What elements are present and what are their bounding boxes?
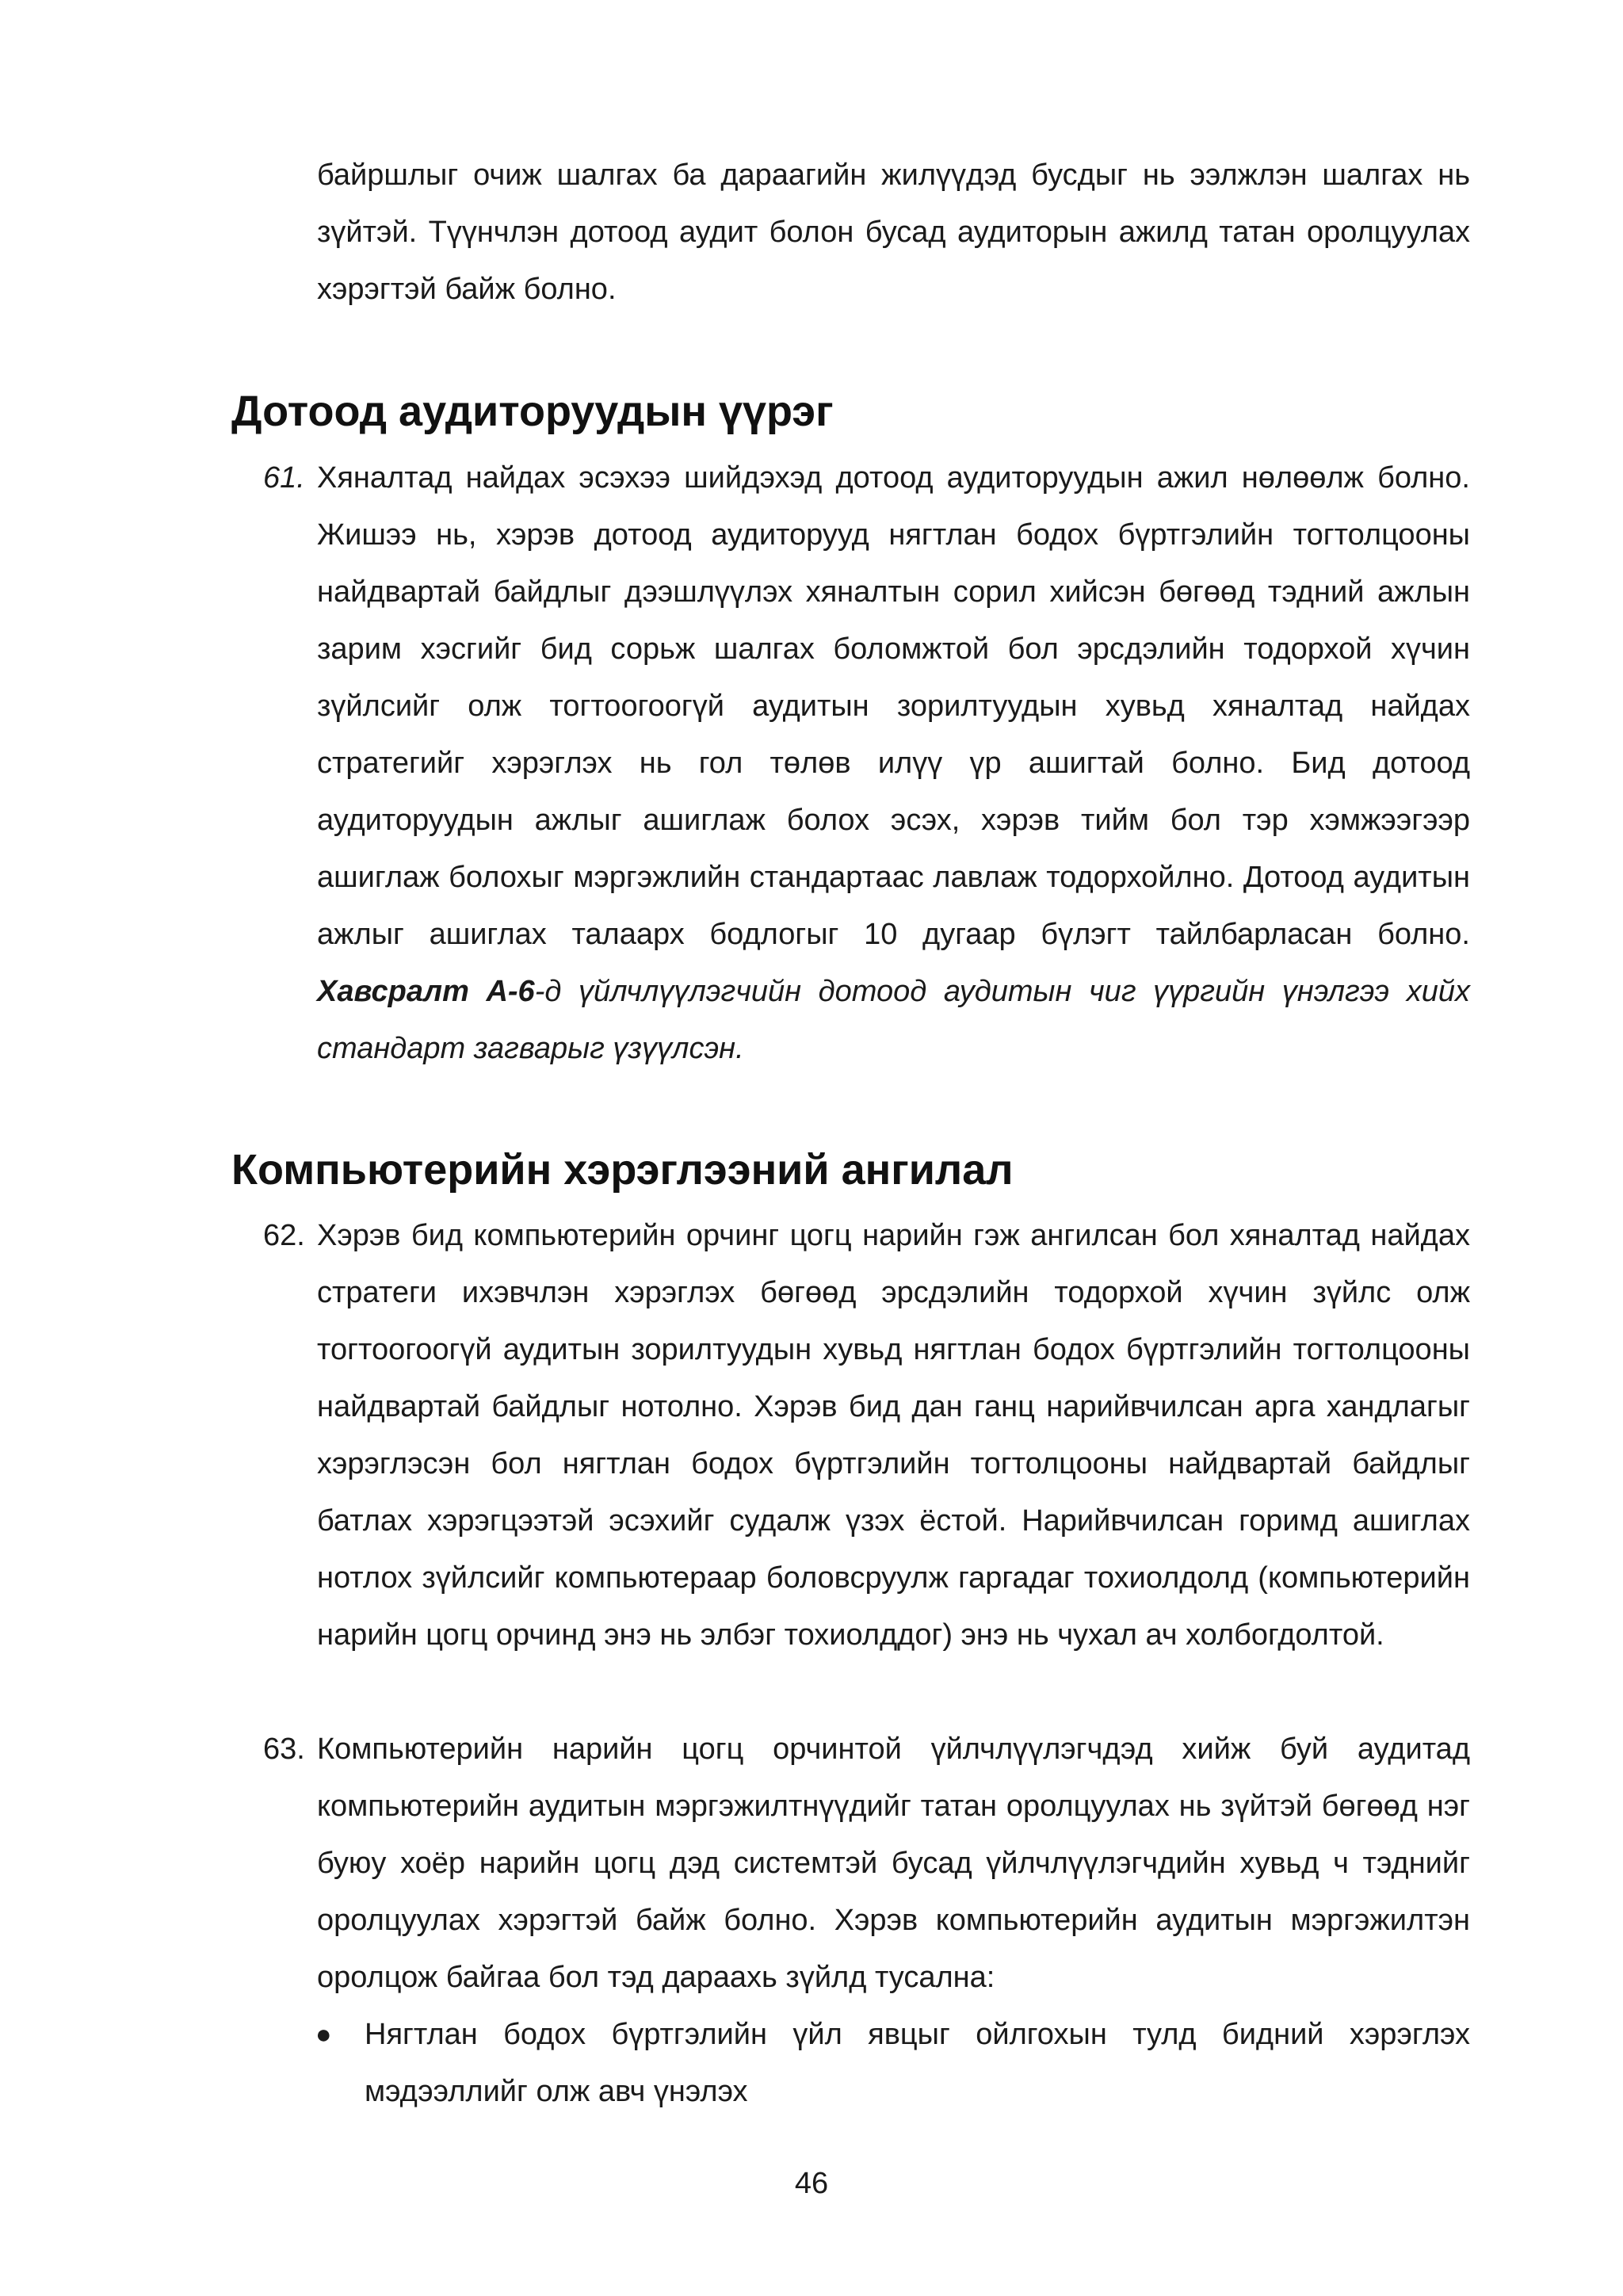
item-number-62: 62. bbox=[263, 1219, 305, 1252]
list-item-63 bbox=[263, 1721, 1470, 2006]
bullet-item bbox=[315, 2006, 1470, 2120]
item-61-text: Хяналтад найдах эсэхээ шийдэхэд дотоод аудиторуудын ажил нөлөөлж болно. Жишээ нь, хэрэв дотоод аудиторууд нягтлан бодох бүртгэлийн тогтолцооны найдвартай байдлыг дээшлүүлэх хяналтын сорил хийсэн бөгөөд тэдний ажлын зарим хэсгийг бид сорьж шалгах боломжтой бол эрсдэлийн тодорхой хүчин зүйлсийг олж тогтоогоогүй аудитын зорилтуудын хувьд хяналтад найдах стратегийг хэрэглэх нь гол төлөв илүү үр ашигтай болно. Бид дотоод аудиторуудын ажлыг ашиглаж болох эсэх, хэрэв тийм бол тэр хэмжээгээр ашиглаж болохыг мэргэжлийн стандартаас лавлаж тодорхойлно. Дотоод аудитын ажлыг ашиглах талаарх бодлогыг 10 дугаар бүлэгт тайлбарласан болно. bbox=[317, 461, 1470, 951]
section-heading-internal-auditors: Дотоод аудиторуудын үүрэг bbox=[231, 388, 834, 435]
item-63-text: Компьютерийн нарийн цогц орчинтой үйлчлүүлэгчдэд хийж буй аудитад компьютерийн аудитын мэргэжилтнүүдийг татан оролцуулах нь зүйтэй бөгөөд нэг буюу хоёр нарийн цогц дэд системтэй бусад үйлчлүүлэгчдийн хувьд ч тэднийг оролцуулах хэрэгтэй байж болно. Хэрэв компьютерийн аудитын мэргэжилтэн оролцож байгаа бол тэд дараахь зүйлд тусална: bbox=[317, 1733, 1470, 1994]
item-62-text: Хэрэв бид компьютерийн орчинг цогц нарийн гэж ангилсан бол хяналтад найдах стратеги ихэвчлэн хэрэглэх бөгөөд эрсдэлийн тодорхой хүчин зүйлс олж тогтоогоогүй аудитын зорилтуудын хувьд нягтлан бодох бүртгэлийн тогтолцооны найдвартай байдлыг нотолно. Хэрэв бид дан ганц нарийвчилсан арга хандлагыг хэрэглэсэн бол нягтлан бодох бүртгэлийн тогтолцооны найдвартай байдлыг батлах хэрэгцээтэй эсэхийг судалж үзэх ёстой. Нарийвчилсан горимд ашиглах нотлох зүйлсийг компьютераар боловсруулж гаргадаг тохиолдолд (компьютерийн нарийн цогц орчинд энэ нь элбэг тохиолддог) энэ нь чухал ач холбогдолтой. bbox=[317, 1219, 1470, 1652]
page-number: 46 bbox=[794, 2167, 829, 2200]
item-number-63: 63. bbox=[263, 1733, 305, 1766]
item-number-61: 61. bbox=[263, 461, 305, 495]
appendix-reference: Хавсралт А-6 bbox=[317, 975, 535, 1008]
list-item-62 bbox=[263, 1207, 1470, 1664]
intro-paragraph: байршлыг очиж шалгах ба дараагийн жилүүдэд бусдыг нь ээлжлэн шалгах нь зүйтэй. Түүнчлэн дотоод аудит болон бусад аудиторын ажилд татан оролцуулах хэрэгтэй байж болно. bbox=[317, 159, 1470, 306]
list-item-61 bbox=[263, 449, 1470, 1077]
bullet-item-text: Нягтлан бодох бүртгэлийн үйл явцыг ойлгохын тулд бидний хэрэглэх мэдээллийг олж авч үнэлэх bbox=[365, 2018, 1470, 2108]
section-heading-computer-usage: Компьютерийн хэрэглээний ангилал bbox=[231, 1146, 1014, 1194]
bullet-dot-icon: ● bbox=[315, 2019, 332, 2050]
appendix-reference-description: -д үйлчлүүлэгчийн дотоод аудитын чиг үүргийн үнэлгээ хийх стандарт загварыг үзүүлсэн. bbox=[317, 975, 1470, 1065]
